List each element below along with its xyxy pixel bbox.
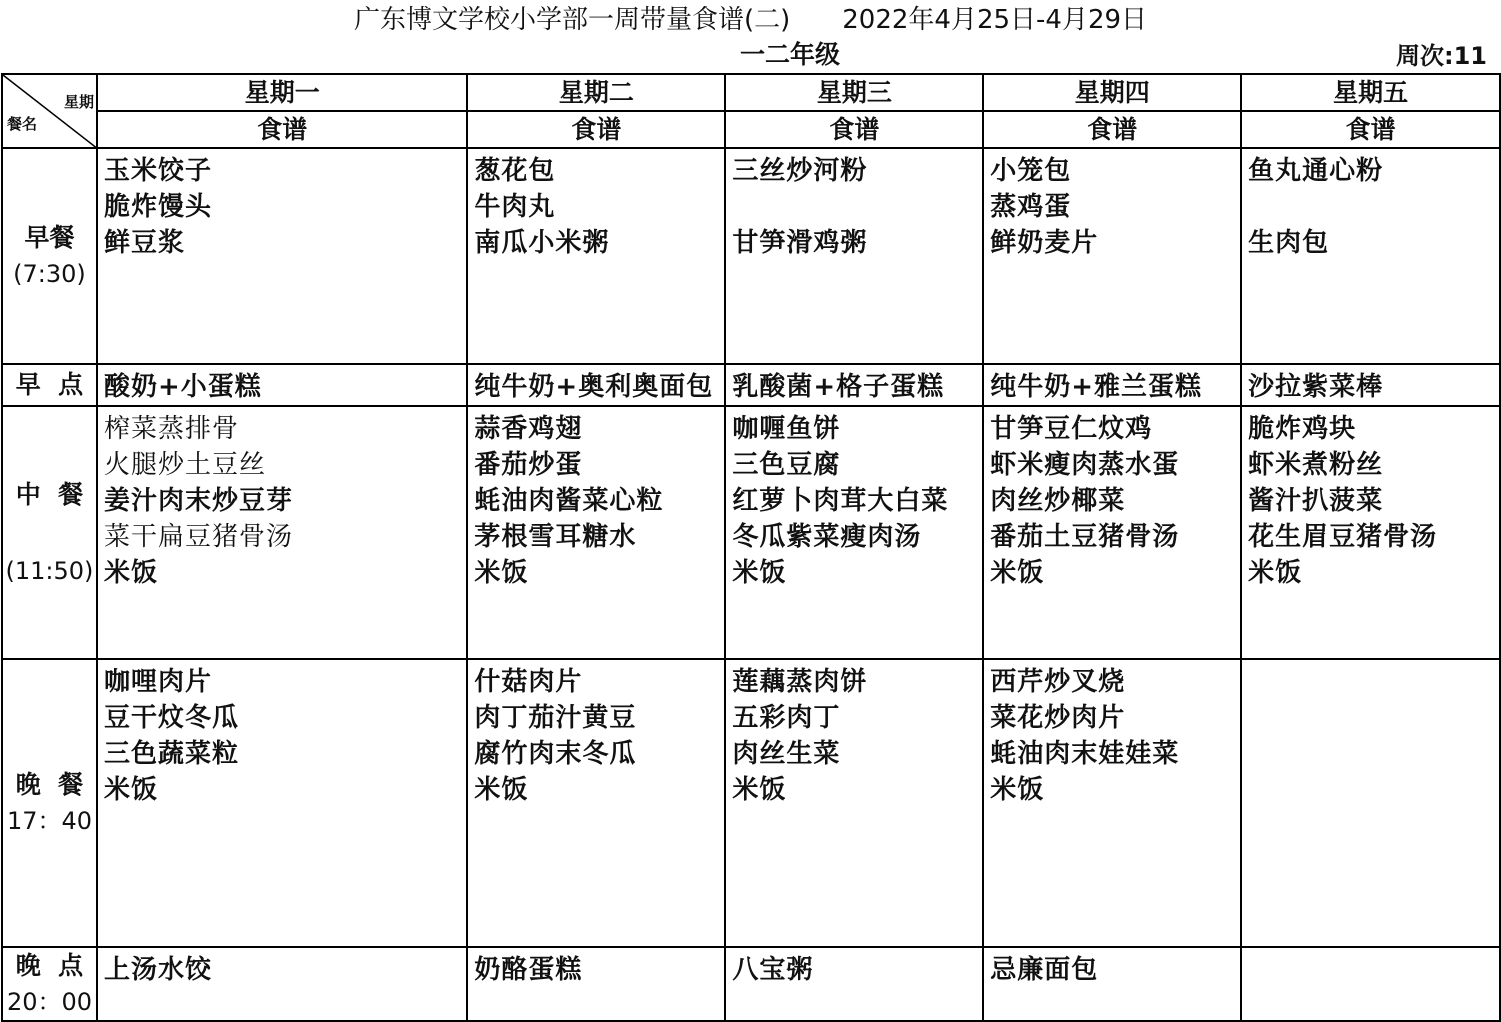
morning-snack-day5-cell <box>1241 364 1500 406</box>
morning-snack-day2-cell <box>467 364 725 406</box>
dish-item: 生肉包 <box>1248 228 1330 258</box>
recipe-header-4: 食谱 <box>983 111 1241 148</box>
dish-item: 虾米煮粉丝 <box>1248 450 1384 480</box>
morning-snack-label-cell <box>2 364 97 406</box>
dish-item: 酸奶+小蛋糕 <box>103 372 262 402</box>
recipe-header-3: 食谱 <box>725 111 983 148</box>
day-header-1: 星期一 <box>97 74 467 111</box>
dish-item: 鲜豆浆 <box>103 228 185 258</box>
dish-item: 菜花炒肉片 <box>990 703 1126 733</box>
dish-item: 西芹炒叉烧 <box>990 667 1126 697</box>
day-header-2: 星期二 <box>467 74 725 111</box>
night-snack-row <box>2 947 1500 1021</box>
day-header-4: 星期四 <box>983 74 1241 111</box>
document-title <box>0 4 1501 36</box>
day-header-5: 星期五 <box>1241 74 1500 111</box>
meal-axis-label: 餐名 <box>7 115 38 133</box>
lunch-label-cell <box>2 406 97 659</box>
dish-item: 纯牛奶+雅兰蛋糕 <box>990 372 1203 402</box>
dinner-day5-cell <box>1241 659 1500 947</box>
dish-item: 沙拉紫菜棒 <box>1248 372 1384 402</box>
recipe-header-1: 食谱 <box>97 111 467 148</box>
dish-item: 上汤水饺 <box>103 955 212 985</box>
dish-item: 什菇肉片 <box>474 667 583 697</box>
menu-table <box>1 73 1501 1022</box>
dinner-row <box>2 659 1500 947</box>
meal-name: 中 餐 <box>15 479 84 509</box>
dish-item <box>732 189 982 225</box>
dish-item: 茅根雪耳糖水 <box>474 522 637 552</box>
breakfast-label-cell <box>2 148 97 364</box>
lunch-row <box>2 406 1500 659</box>
dinner-day4-cell <box>983 659 1241 947</box>
lunch-day1-cell <box>97 406 467 659</box>
recipe-header-5: 食谱 <box>1241 111 1500 148</box>
dish-item: 蒜香鸡翅 <box>474 414 583 444</box>
dinner-label-cell <box>2 659 97 947</box>
dish-item: 咖喱鱼饼 <box>732 414 841 444</box>
dish-item: 酱汁扒菠菜 <box>1248 486 1384 516</box>
corner-header-cell <box>2 74 97 148</box>
dish-item: 肉丝炒椰菜 <box>990 486 1126 516</box>
dish-item: 肉丁茄汁黄豆 <box>474 703 637 733</box>
dish-item: 米饭 <box>1248 558 1303 588</box>
dish-item: 奶酪蛋糕 <box>474 955 583 985</box>
dish-item: 米饭 <box>732 558 787 588</box>
meal-time: 17：40 <box>6 807 93 835</box>
dish-item: 咖哩肉片 <box>103 667 212 697</box>
dish-item: 番茄炒蛋 <box>474 450 583 480</box>
night-snack-day5-cell <box>1241 947 1500 1021</box>
dish-item: 蒸鸡蛋 <box>990 192 1072 222</box>
dish-item: 米饭 <box>103 775 158 805</box>
week-number: 周次:11 <box>1396 42 1487 70</box>
dish-item: 三色蔬菜粒 <box>103 739 239 769</box>
meal-time: (11:50) <box>5 556 94 585</box>
night-snack-day3-cell <box>725 947 983 1021</box>
dish-item: 米饭 <box>474 558 529 588</box>
dish-item: 菜干扁豆猪骨汤 <box>103 522 293 552</box>
morning-snack-row <box>2 364 1500 406</box>
breakfast-day1-cell <box>97 148 467 364</box>
dish-item: 米饭 <box>732 775 787 805</box>
dish-item: 脆炸鸡块 <box>1248 414 1357 444</box>
dish-item: 南瓜小米粥 <box>474 228 610 258</box>
grade-label: 一二年级 <box>739 40 840 69</box>
dish-item: 八宝粥 <box>732 955 814 985</box>
dish-item <box>1248 189 1499 225</box>
lunch-day4-cell <box>983 406 1241 659</box>
breakfast-day2-cell <box>467 148 725 364</box>
dish-item: 肉丝生菜 <box>732 739 841 769</box>
dinner-day2-cell <box>467 659 725 947</box>
dish-item: 火腿炒土豆丝 <box>103 450 266 480</box>
lunch-day5-cell <box>1241 406 1500 659</box>
morning-snack-day3-cell <box>725 364 983 406</box>
night-snack-day4-cell <box>983 947 1241 1021</box>
meal-name: 早餐 <box>24 223 75 252</box>
dish-item: 鲜奶麦片 <box>990 228 1099 258</box>
dish-item: 豆干炆冬瓜 <box>103 703 239 733</box>
dinner-day3-cell <box>725 659 983 947</box>
dish-item: 玉米饺子 <box>103 156 212 186</box>
meal-name: 晚 点 <box>15 951 84 980</box>
meal-name: 晚 餐 <box>15 770 84 799</box>
breakfast-day4-cell <box>983 148 1241 364</box>
dish-item: 乳酸菌+格子蛋糕 <box>732 372 945 402</box>
dish-item: 牛肉丸 <box>474 192 556 222</box>
dish-item: 米饭 <box>103 558 158 588</box>
dish-item: 三色豆腐 <box>732 450 841 480</box>
lunch-day2-cell <box>467 406 725 659</box>
dish-item: 脆炸馒头 <box>103 192 212 222</box>
dish-item: 鱼丸通心粉 <box>1248 156 1384 186</box>
weekday-axis-label: 星期 <box>63 93 94 111</box>
dinner-day1-cell <box>97 659 467 947</box>
dish-item: 三丝炒河粉 <box>732 156 868 186</box>
dish-item: 甘笋豆仁炆鸡 <box>990 414 1153 444</box>
morning-snack-day4-cell <box>983 364 1241 406</box>
night-snack-day2-cell <box>467 947 725 1021</box>
dish-item: 五彩肉丁 <box>732 703 841 733</box>
date-range: 2022年4月25日-4月29日 <box>842 5 1148 35</box>
dish-item: 小笼包 <box>990 156 1072 186</box>
dish-item: 姜汁肉末炒豆芽 <box>103 486 293 516</box>
lunch-day3-cell <box>725 406 983 659</box>
dish-item: 蚝油肉酱菜心粒 <box>474 486 664 516</box>
dish-item: 冬瓜紫菜瘦肉汤 <box>732 522 922 552</box>
meal-name: 早 点 <box>15 370 84 399</box>
day-header-3: 星期三 <box>725 74 983 111</box>
dish-item: 番茄土豆猪骨汤 <box>990 522 1180 552</box>
night-snack-day1-cell <box>97 947 467 1021</box>
dish-item: 米饭 <box>474 775 529 805</box>
dish-item: 蚝油肉末娃娃菜 <box>990 739 1180 769</box>
recipe-header-2: 食谱 <box>467 111 725 148</box>
dish-item: 腐竹肉末冬瓜 <box>474 739 637 769</box>
dish-item: 米饭 <box>990 558 1045 588</box>
dish-item: 花生眉豆猪骨汤 <box>1248 522 1438 552</box>
title-text: 广东博文学校小学部一周带量食谱(二) <box>353 5 791 35</box>
meal-time: (7:30) <box>13 260 86 288</box>
dish-item: 忌廉面包 <box>990 955 1099 985</box>
meal-time: 20：00 <box>6 988 93 1016</box>
dish-item: 虾米瘦肉蒸水蛋 <box>990 450 1180 480</box>
night-snack-label-cell <box>2 947 97 1021</box>
dish-item: 红萝卜肉茸大白菜 <box>732 486 949 516</box>
breakfast-day5-cell <box>1241 148 1500 364</box>
breakfast-row <box>2 148 1500 364</box>
dish-item: 葱花包 <box>474 156 556 186</box>
dish-item: 纯牛奶+奥利奥面包 <box>474 372 714 402</box>
dish-item: 莲藕蒸肉饼 <box>732 667 868 697</box>
morning-snack-day1-cell <box>97 364 467 406</box>
dish-item: 米饭 <box>990 775 1045 805</box>
dish-item: 甘笋滑鸡粥 <box>732 228 868 258</box>
dish-item: 榨菜蒸排骨 <box>103 414 239 444</box>
breakfast-day3-cell <box>725 148 983 364</box>
